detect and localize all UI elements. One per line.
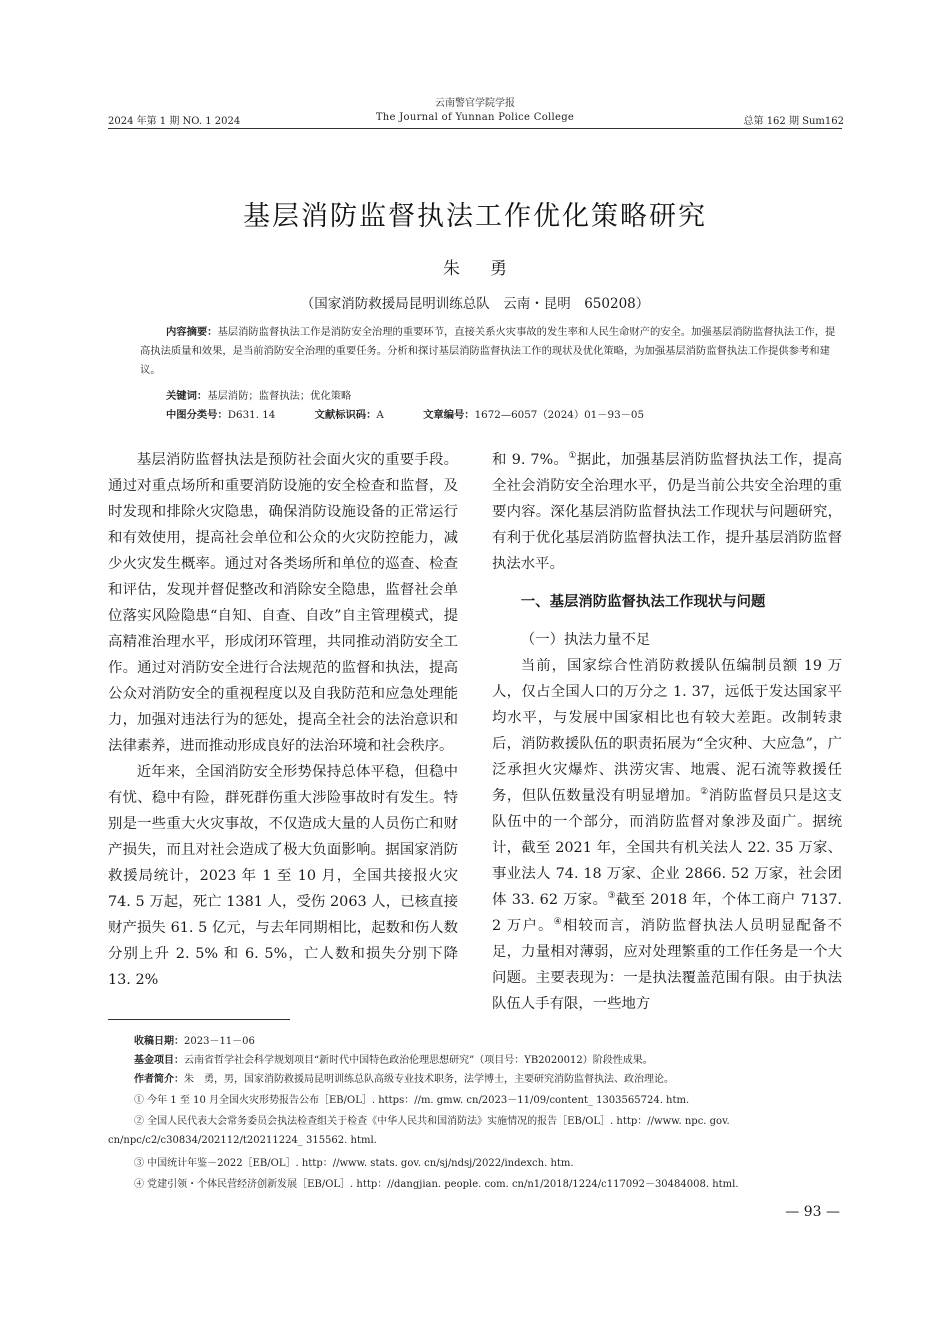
clc-label: 中图分类号： bbox=[166, 409, 228, 421]
keywords-label: 关键词： bbox=[166, 390, 208, 402]
page-number: — 93 — bbox=[785, 1204, 840, 1220]
author-bio: 作者简介：朱 勇，男，国家消防救援局昆明训练总队高级专业技术职务，法学博士，主要研究消防监督执法、政治理论。 bbox=[134, 1074, 674, 1085]
journal-name-cn: 云南警官学院学报 bbox=[435, 98, 515, 109]
fund-project: 基金项目：云南省哲学社会科学规划项目“新时代中国特色政治伦理思想研究”（项目号：YB2020012）阶段性成果。 bbox=[134, 1055, 653, 1066]
doc-code-label: 文献标识码： bbox=[314, 409, 377, 421]
keywords-text: 基层消防；监督执法；优化策略 bbox=[207, 390, 352, 402]
footnote-ref[interactable]: ① bbox=[568, 451, 577, 462]
total-issue-info: 总第 162 期 Sum162 bbox=[743, 116, 844, 127]
abstract-text: 基层消防监督执法工作是消防安全治理的重要环节，直接关系火灾事故的发生率和人民生命财产的安全。加强基层消防监督执法工作，提高执法质量和效果，是当前消防安全治理的重要任务。分析和探讨基层消防监督执法工作的现状及优化策略，为加强基层消防监督执法工作提供参考和建议。 bbox=[140, 326, 836, 376]
body-column-left bbox=[108, 447, 458, 993]
clc-value: D631. 14 bbox=[227, 409, 276, 421]
footnote-rule bbox=[108, 1019, 290, 1020]
abstract bbox=[140, 323, 840, 380]
received-date: 收稿日期：2023－11－06 bbox=[134, 1036, 255, 1047]
subsection-heading: （一）执法力量不足 bbox=[520, 632, 651, 648]
classification-line bbox=[140, 406, 866, 425]
journal-name-en: The Journal of Yunnan Police College bbox=[375, 112, 575, 123]
body-paragraph: 和 9. 7%。①据此，加强基层消防监督执法工作，提高全社会消防安全治理水平，仍是当前公共安全治理的重要内容。深化基层消防监督执法工作现状与问题研究，有利于优化基层消防监督执法工作，提升基层消防监督执法水平。 bbox=[492, 451, 842, 572]
section-heading: 一、基层消防监督执法工作现状与问题 bbox=[520, 593, 766, 610]
article-author: 朱勇 bbox=[443, 259, 537, 279]
footnote-4: ④ 党建引领・个体民营经济创新发展［EB/OL］. http：//dangjian. people. com. cn/n1/2018/1224/c117092－30484008. html. bbox=[134, 1179, 739, 1190]
header-rule bbox=[108, 128, 842, 129]
article-title: 基层消防监督执法工作优化策略研究 bbox=[243, 201, 707, 232]
body-column-right bbox=[492, 447, 842, 1017]
abstract-label: 内容摘要： bbox=[166, 326, 218, 338]
author-affiliation: （国家消防救援局昆明训练总队 云南・昆明 650208） bbox=[300, 296, 650, 312]
issue-info: 2024 年第 1 期 NO. 1 2024 bbox=[108, 116, 241, 127]
footnote-1: ① 今年 1 至 10 月全国火灾形势报告公布［EB/OL］. https：//m. gmw. cn/2023－11/09/content_ 1303565724. htm. bbox=[134, 1095, 690, 1106]
footnote-2: ② 全国人民代表大会常务委员会执法检查组关于检查《中华人民共和国消防法》实施情况的报告［EB/OL］. http：//www. npc. gov. cn/npc/c2/c30834/202112/t20211224_ 315562. html. bbox=[108, 1116, 730, 1146]
body-paragraph: 当前，国家综合性消防救援队伍编制员额 19 万人，仅占全国人口的万分之 1. 37，远低于发达国家平均水平，与发展中国家相比也有较大差距。改制转隶后，消防救援队伍的职责拓展为“全灾种、大应急”，广泛承担火灾爆炸、洪涝灾害、地震、泥石流等救援任务，但队伍数量没有明显增加。②消防监督员只是这支队伍中的一个部分，而消防监督对象涉及面广。据统计，截至 2021 年，全国共有机关法人 22. 35 万家、事业法人 74. 18 万家、企业 2866. 52 万家，社会团体 33. 62 万家。③截至 2018 年，个体工商户 7137. 2 万户。④相较而言，消防监督执法人员明显配备不足，力量相对薄弱，应对处理繁重的工作任务是一个大问题。主要表现为：一是执法覆盖范围有限。由于执法队伍人手有限，一些地方 bbox=[492, 658, 843, 1012]
article-id-value: 1672—6057（2024）01－93－05 bbox=[474, 409, 645, 421]
footnote-ref[interactable]: ③ bbox=[607, 891, 616, 902]
doc-code-value: A bbox=[376, 409, 384, 421]
footnote-ref[interactable]: ② bbox=[700, 787, 709, 798]
keywords bbox=[140, 387, 866, 406]
body-paragraph: 基层消防监督执法是预防社会面火灾的重要手段。通过对重点场所和重要消防设施的安全检查和监督，及时发现和排除火灾隐患，确保消防设施设备的正常运行和有效使用，提高社会单位和公众的火灾防控能力，减少火灾发生概率。通过对各类场所和单位的巡查、检查和评估，发现并督促整改和消除安全隐患，监督社会单位落实风险隐患“自知、自查、自改”自主管理模式，提高精准治理水平，形成闭环管理，共同推动消防安全工作。通过对消防安全进行合法规范的监督和执法，提高公众对消防安全的重视程度以及自我防范和应急处理能力，加强对违法行为的惩处，提高全社会的法治意识和法律素养，进而推动形成良好的法治环境和社会秩序。 bbox=[108, 452, 458, 754]
body-paragraph: 近年来，全国消防安全形势保持总体平稳，但稳中有忧、稳中有险，群死群伤重大涉险事故时有发生。特别是一些重大火灾事故，不仅造成大量的人员伤亡和财产损失，而且对社会造成了极大负面影响。据国家消防救援局统计，2023 年 1 至 10 月，全国共接报火灾 74. 5 万起，死亡 1381 人，受伤 2063 人，已核直接财产损失 61. 5 亿元，与去年同期相比，起数和伤人数分别上升 2. 5% 和 6. 5%，亡人数和损失分别下降 13. 2% bbox=[108, 764, 458, 988]
footnote-3: ③ 中国统计年鉴－2022［EB/OL］. http：//www. stats. gov. cn/sj/ndsj/2022/indexch. htm. bbox=[134, 1158, 574, 1169]
footnote-ref[interactable]: ④ bbox=[553, 917, 563, 928]
article-id-label: 文章编号： bbox=[423, 409, 475, 421]
